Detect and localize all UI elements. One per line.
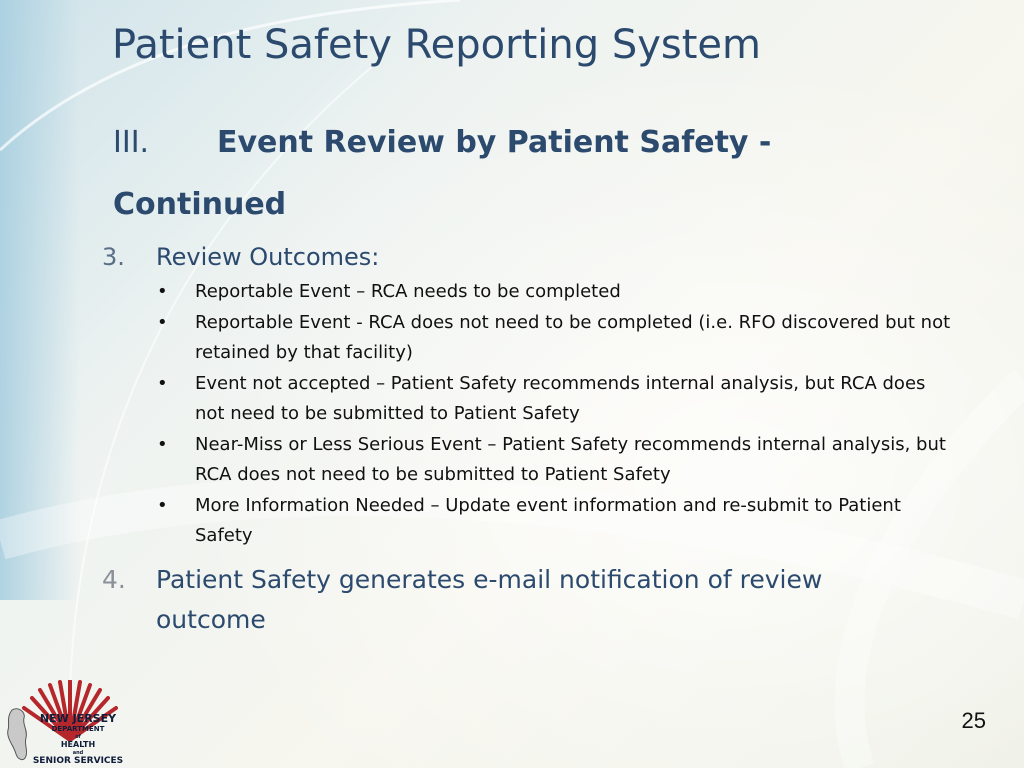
slide-title: Patient Safety Reporting System bbox=[112, 22, 761, 68]
list-label: Review Outcomes: bbox=[156, 243, 380, 271]
bullet-text: Reportable Event - RCA does not need to be completed (i.e. RFO discovered but not retained by that facility) bbox=[195, 311, 951, 363]
list-number: 3. bbox=[102, 243, 125, 271]
section-subtitle bbox=[113, 112, 873, 236]
logo-line: HEALTH bbox=[60, 740, 96, 749]
bullet-item bbox=[0, 369, 955, 430]
logo-wordmark bbox=[30, 714, 126, 766]
bullet-item bbox=[0, 277, 955, 308]
page-number: 25 bbox=[961, 708, 986, 733]
bullet-text: More Information Needed – Update event information and re-submit to Patient Safety bbox=[195, 494, 901, 546]
bullet-text: Event not accepted – Patient Safety recommends internal analysis, but RCA does not need to be submitted to Patient Safety bbox=[195, 372, 926, 424]
bullet-icon: • bbox=[157, 372, 168, 394]
logo-line: NEW JERSEY bbox=[39, 712, 117, 725]
list-number: 4. bbox=[102, 565, 126, 594]
bullet-item bbox=[0, 308, 955, 369]
bullet-icon: • bbox=[157, 281, 168, 302]
subtitle-text: Event Review by Patient Safety - Continued bbox=[113, 125, 772, 222]
logo-line: of bbox=[75, 734, 81, 740]
subtitle-number: III. bbox=[113, 125, 150, 160]
bullet-item bbox=[0, 491, 955, 552]
bullet-item bbox=[0, 430, 955, 491]
list-label: Patient Safety generates e-mail notification of review outcome bbox=[156, 565, 823, 634]
bullet-icon: • bbox=[157, 433, 168, 455]
bullet-text: Reportable Event – RCA needs to be completed bbox=[195, 281, 621, 302]
logo-line: DEPARTMENT bbox=[51, 725, 105, 733]
outcome-bullet-list bbox=[0, 277, 955, 552]
bullet-text: Near-Miss or Less Serious Event – Patient Safety recommends internal analysis, but RCA does not need to be submitted to Patient Safety bbox=[195, 433, 946, 485]
bullet-icon: • bbox=[157, 311, 168, 333]
logo-line: and bbox=[72, 750, 84, 756]
logo-line: SENIOR SERVICES bbox=[32, 756, 124, 766]
bullet-icon: • bbox=[157, 494, 168, 516]
